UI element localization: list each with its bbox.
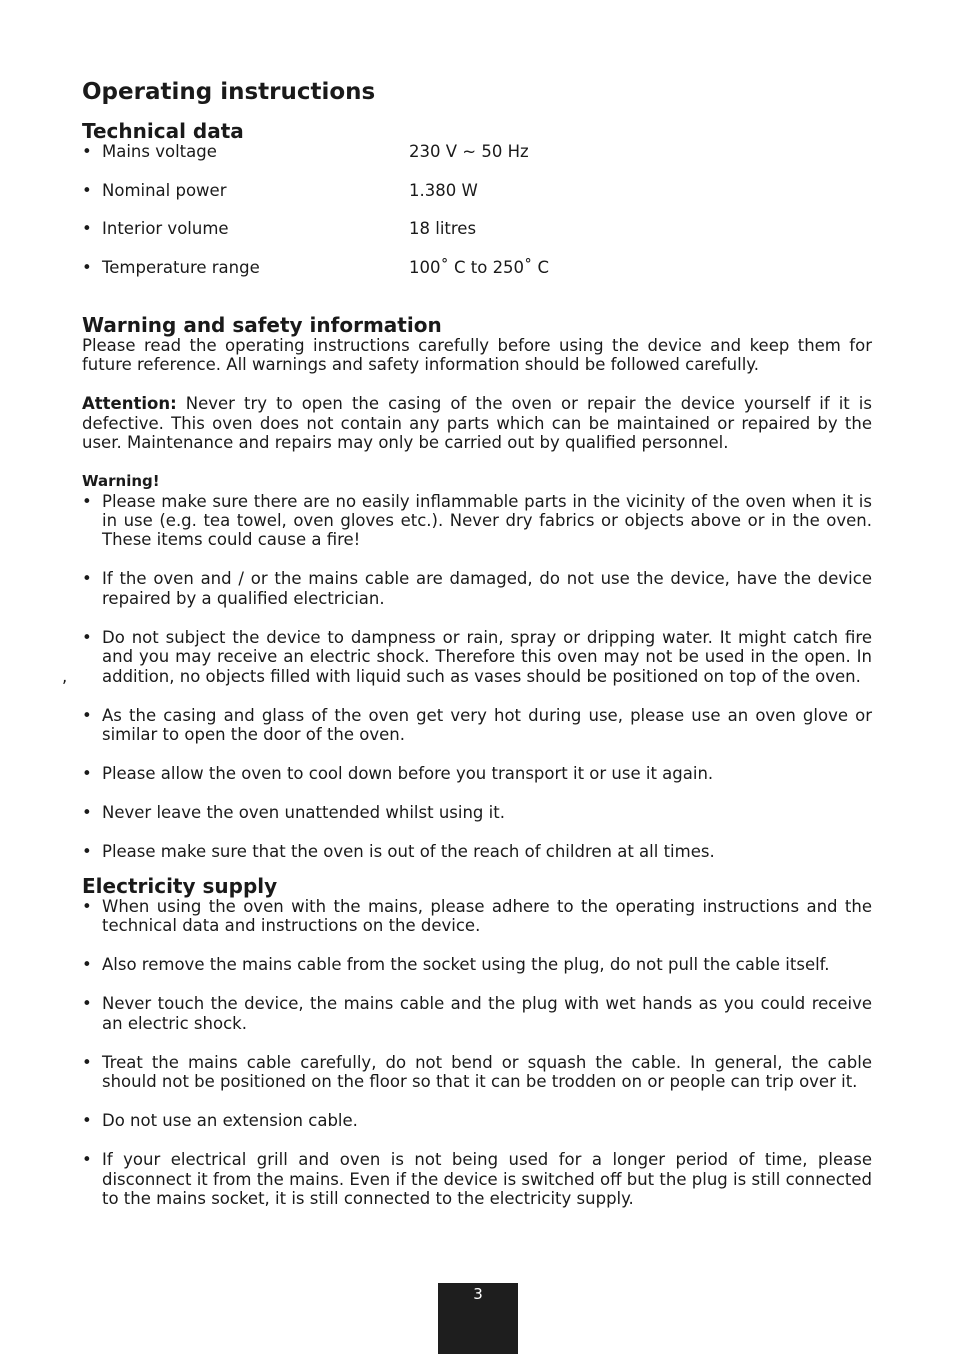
attention-label: Attention: [82, 394, 177, 414]
list-item [82, 955, 872, 974]
spec-value: 100˚ C to 250˚ C [409, 257, 550, 277]
bullet-icon: • [82, 705, 92, 725]
bullet-icon: • [82, 219, 92, 239]
bullet-icon: • [82, 491, 92, 511]
list-item-text: When using the oven with the mains, please adhere to the operating instructions and the technical data and instructions on the device. [102, 897, 872, 936]
list-item-text: As the casing and glass of the oven get very hot during use, please use an oven glove or similar to open the door of the oven. [102, 705, 872, 745]
bullet-icon: • [82, 1150, 92, 1170]
list-item [82, 1150, 872, 1208]
attention-paragraph [82, 394, 872, 452]
list-item [82, 492, 872, 550]
bullet-icon: • [82, 842, 92, 862]
electricity-section [82, 875, 872, 1208]
list-item-text: Never touch the device, the mains cable and the plug with wet hands as you could receive an electric shock. [102, 994, 872, 1033]
stray-comma-mark: , [62, 666, 68, 686]
warning-heading: Warning! [82, 472, 160, 491]
electricity-list [82, 897, 872, 1208]
spec-row [82, 142, 872, 161]
bullet-icon: • [82, 569, 92, 589]
attention-text: Never try to open the casing of the oven or repair the device yourself if it is defective. This oven does not contain any parts which can be maintained or repaired by the user. Maintenance and repairs may only be carried out by qualified personnel. [82, 394, 872, 453]
safety-intro: Please read the operating instructions carefully before using the device and keep them for future reference. All warnings and safety information should be followed carefully. [82, 336, 872, 375]
bullet-icon: • [82, 142, 92, 161]
list-item [82, 842, 872, 861]
list-item [82, 706, 872, 745]
spec-list [82, 142, 872, 277]
technical-data-section [82, 120, 872, 277]
bullet-icon: • [82, 627, 92, 647]
page-title: Operating instructions [82, 79, 376, 105]
list-item-text: If your electrical grill and oven is not being used for a longer period of time, please disconnect it from the mains. Even if the device is switched off but the plug is still connected to the mains socket, it is still connected to the electricity supply. [102, 1150, 872, 1209]
list-item-text: Do not use an extension cable. [102, 1111, 358, 1131]
technical-data-heading: Technical data [82, 119, 244, 143]
spec-value: 1.380 W [409, 180, 478, 200]
bullet-icon: • [82, 1052, 92, 1072]
safety-list [62, 491, 872, 862]
spec-row [82, 219, 872, 238]
bullet-icon: • [82, 994, 92, 1014]
safety-section [62, 313, 872, 862]
bullet-icon: • [82, 257, 92, 277]
spec-label: Interior volume [102, 219, 229, 239]
spec-row [82, 181, 872, 200]
bullet-icon: • [82, 1111, 92, 1131]
list-item [82, 764, 872, 783]
spec-value: 230 V ~ 50 Hz [409, 142, 529, 161]
list-item [82, 897, 872, 936]
list-item-text: If the oven and / or the mains cable are damaged, do not use the device, have the device repaired by a qualified electrician. [102, 569, 872, 608]
spec-label: Nominal power [102, 180, 227, 200]
list-item [82, 803, 872, 822]
safety-heading: Warning and safety information [82, 313, 442, 337]
bullet-icon: • [82, 180, 92, 200]
electricity-heading: Electricity supply [82, 874, 278, 898]
list-item [62, 627, 872, 686]
bullet-icon: • [82, 803, 92, 823]
spec-row [82, 258, 872, 277]
spec-value: 18 litres [409, 219, 477, 239]
list-item-text: Please make sure that the oven is out of the reach of children at all times. [102, 842, 715, 862]
bullet-icon: • [82, 955, 92, 975]
bullet-icon: • [82, 897, 92, 916]
page-number-box [438, 1283, 518, 1354]
list-item-text: Do not subject the device to dampness or rain, spray or dripping water. It might catch fire and you may receive an electric shock. Therefore this oven may not be used in the open. In addition, no objects filled with liquid such as vases should be positioned on top of the oven. [102, 627, 872, 686]
list-item-text: Please allow the oven to cool down before you transport it or use it again. [102, 764, 714, 784]
list-item [82, 994, 872, 1033]
page-number: 3 [473, 1285, 483, 1303]
list-item [82, 1053, 872, 1092]
spec-label: Mains voltage [102, 142, 217, 161]
list-item-text: Please make sure there are no easily inflammable parts in the vicinity of the oven when it is in use (e.g. tea towel, oven gloves etc.). Never dry fabrics or objects above or in the oven. These items could cause a fire! [102, 491, 872, 550]
list-item-text: Never leave the oven unattended whilst using it. [102, 803, 505, 823]
list-item-text: Treat the mains cable carefully, do not bend or squash the cable. In general, the cable should not be positioned on the floor so that it can be trodden on or people can trip over it. [102, 1052, 872, 1092]
list-item-text: Also remove the mains cable from the socket using the plug, do not pull the cable itself. [102, 955, 830, 975]
list-item [82, 569, 872, 608]
bullet-icon: • [82, 764, 92, 784]
list-item [82, 1111, 872, 1130]
spec-label: Temperature range [102, 257, 260, 277]
